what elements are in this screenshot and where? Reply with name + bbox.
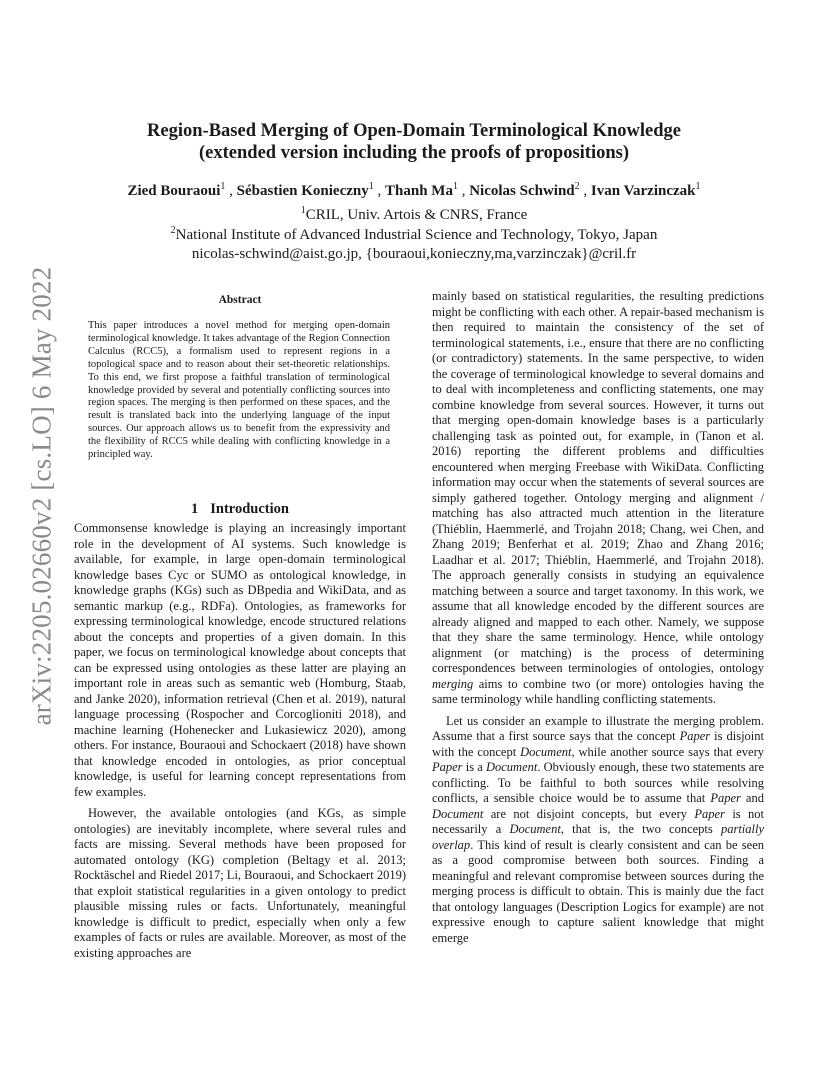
arxiv-identifier-text: arXiv:2205.02660v2 [cs.LO] 6 May 2022 — [26, 266, 57, 726]
author-affiliation-mark: 2 — [574, 181, 580, 192]
right-column-body — [432, 289, 764, 946]
author-name: Thanh Ma — [385, 183, 453, 199]
author-name: Nicolas Schwind — [469, 183, 575, 199]
abstract-heading: Abstract — [218, 294, 262, 306]
author-affiliation-mark: 1 — [220, 181, 226, 192]
paper-title — [60, 120, 768, 164]
text-run: , that is, the two concepts — [560, 822, 721, 836]
author-affiliation-mark: 1 — [368, 181, 374, 192]
section-title: Introduction — [210, 501, 289, 517]
text-run: and — [740, 791, 764, 805]
text-run: , while another source says that every — [571, 744, 764, 759]
concept-name: Paper — [679, 729, 711, 743]
concept-name: Paper — [710, 791, 741, 805]
author-separator: , — [457, 183, 470, 199]
text-run: mainly based on statistical regularities, the resulting predictions might be conflicting with each other. A repair-based mechanism is then required to maintain the consistency of the set of terminological statements, i.e., ensure that there are no conflicting (or contradictory) statements. In the same perspective, to widen the coverage of terminological knowledge to several domains and to deal with incompleteness and conflicting statements, one may combine knowledge from several sources. However, it turns out that merging open-domain knowledge bases is a particularly challenging task as pointed out, for example, in (Tanon et al. 2016) reporting the different problems and difficulties encountered when merging Freebase with WikiData. Conflicting information may occur when the statements of several sources are simply gathered together. Ontology merging and alignment / matching has also attracted much attention in the literature (Thiéblin, Haemmerlé, and Trojahn 2018; Chang, wei Chen, and Zhang 2019; Benferhat et al. 2019; Zhao and Zhang 2016; Laadhar et al. 2017; Thiéblin, Haemmerlé, and Trojahn 2018). The approach generally consists in studying an equivalence matching between a source and target taxonomy. In this work, we assume that all knowledge encoded by the different sources are already aligned and mapped to each other. Namely, we suppose that they share the same terminology. Hence, while ontology alignment (or matching) is the process of determining correspondences between terminologies of ontologies, ontology — [432, 289, 764, 675]
emphasis-text: partially overlap — [432, 822, 765, 852]
section-heading — [74, 501, 406, 518]
arxiv-identifier-stamp — [22, 266, 62, 726]
section-number: 1 — [191, 501, 199, 517]
concept-name: Document — [485, 760, 538, 774]
concept-name: Document — [432, 806, 484, 821]
author-separator: , — [579, 183, 591, 199]
paper-title-line-2: (extended version including the proofs of propositions) — [199, 143, 629, 163]
author-affiliation-mark: 1 — [452, 181, 458, 192]
text-run: aims to combine two (or more) ontologies having the same terminology while handling conflicting statements. — [432, 676, 764, 706]
body-paragraph-example — [432, 714, 764, 947]
author-4 — [469, 183, 579, 199]
author-name: Ivan Varzinczak — [590, 183, 696, 199]
concept-name: Paper — [432, 760, 463, 774]
author-separator: , — [225, 183, 237, 199]
author-3 — [385, 183, 458, 199]
text-run: is not necessarily a — [432, 806, 765, 836]
affiliation-1 — [40, 205, 788, 224]
text-run: Let us consider an example to illustrate the merging problem. Assume that a first source says that the concept — [432, 713, 764, 743]
affiliation-mark: 1 — [300, 205, 306, 216]
text-run: . This kind of result is clearly consistent and can be seen as a good compromise between both sources. Finding a meaningful and relevant compromise between sources during the merging process is difficult to obtain. This is mainly due the fact that ontology languages (Description Logics for example) are not expressive enough to capture salient knowledge that might emerge — [432, 837, 764, 945]
author-separator: , — [373, 183, 385, 199]
affiliation-text: CRIL, Univ. Artois & CNRS, France — [305, 207, 528, 223]
author-5 — [591, 183, 701, 199]
text-run: . Obviously enough, these two statements are conflicting. To be faithful to both sources while resolving conflicts, a sensible choice would be to assume that — [432, 760, 765, 805]
text-run: is a — [462, 760, 486, 774]
abstract-text: This paper introduces a novel method for merging open-domain terminological knowledge. It takes advantage of the Region Connection Calculus (RCC5), a formalism used to represent regions in a topological space and to reason about their set-theoretic relationships. To this end, we first propose a faithful translation of terminological knowledge provided by several and potentially conflicting sources into region spaces. The merging is then performed on these spaces, and the result is translated back into the underlying language of the input sources. Our approach allows us to benefit from the expressivity and the flexibility of RCC5 while dealing with conflicting knowledge in a principled way. — [88, 320, 390, 461]
author-name: Zied Bouraoui — [127, 183, 221, 199]
author-emails: nicolas-schwind@aist.go.jp, {bouraoui,konieczny,ma,varzinczak}@cril.fr — [191, 246, 637, 262]
author-1 — [127, 183, 225, 199]
affiliation-2 — [40, 225, 788, 244]
body-paragraph-continued — [432, 289, 764, 708]
text-run: are not disjoint concepts, but every — [483, 806, 695, 821]
affiliation-text: National Institute of Advanced Industrial Science and Technology, Tokyo, Japan — [175, 227, 658, 243]
emphasis-text: merging — [432, 676, 474, 691]
concept-name: Document — [509, 822, 561, 836]
paper-title-line-1: Region-Based Merging of Open-Domain Terminological Knowledge — [147, 121, 681, 141]
concept-name: Paper — [694, 806, 725, 821]
concept-name: Document — [520, 744, 572, 759]
affiliation-mark: 2 — [170, 225, 176, 236]
author-list — [40, 181, 788, 200]
author-affiliation-mark: 1 — [695, 181, 701, 192]
text-run: is disjoint with the concept — [432, 729, 764, 759]
author-2 — [237, 183, 374, 199]
author-name: Sébastien Konieczny — [236, 183, 369, 199]
body-paragraph: Commonsense knowledge is playing an increasingly important role in the development of AI systems. Such knowledge is available, for example, in large open-domain terminological knowledge bases Cyc or SUMO as ontological knowledge, in knowledge graphs (KGs) such as DBpedia and WikiData, and as semantic markup (e.g., RDFa). Ontologies, as frameworks for expressing terminological knowledge, encode structured relations about the concepts and properties of a given domain. In this paper, we focus on terminological knowledge about concepts that can be expressed using ontologies as these latter are playing an important role in areas such as semantic web (Homburg, Staab, and Janke 2020), information retrieval (Chen et al. 2019), natural language processing (Rospocher and Corcoglioniti 2018), and machine learning (Hohenecker and Lukasiewicz 2020), among others. For instance, Bouraoui and Schockaert (2018) have shown that knowledge encoded in ontologies, as prior conceptual knowledge, is useful for learning concept representations from few examples. — [74, 521, 406, 799]
left-column-body — [74, 521, 406, 961]
body-paragraph: However, the available ontologies (and KGs, as simple ontologies) are inevitably incomplete, where several rules and facts are missing. Several methods have been proposed for automated ontology (KG) completion (Beltagy et al. 2013; Rocktäschel and Riedel 2017; Li, Bouraoui, and Schockaert 2019) that exploit statistical regularities in a given ontology to predict plausible missing rules or facts. Unfortunately, meaningful knowledge is difficult to predict, especially when only a few examples of facts or rules are available. Moreover, as most of the existing approaches are — [74, 806, 406, 960]
